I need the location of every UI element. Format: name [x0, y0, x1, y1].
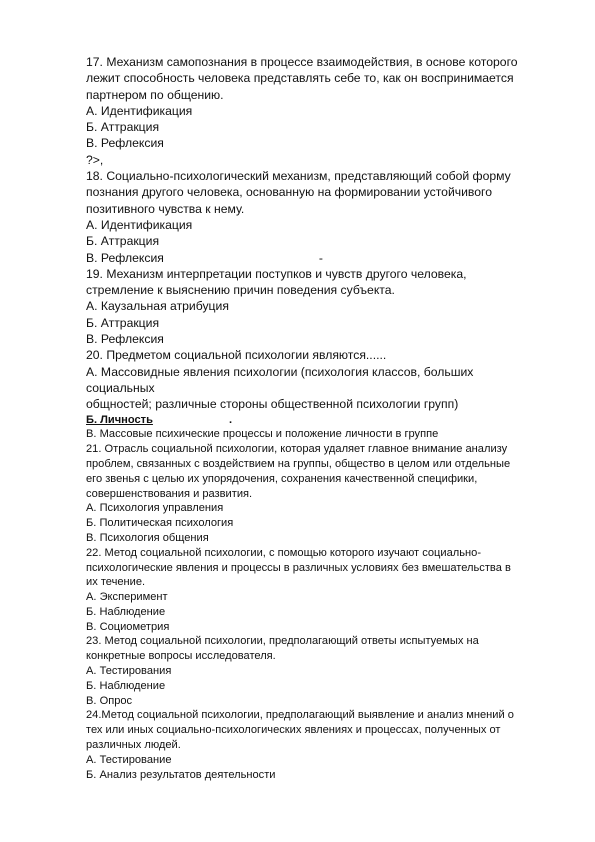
text-line: А. Психология управления — [86, 502, 224, 515]
text-line: познания другого человека, основанную на формировании устойчивого — [86, 185, 492, 200]
text-line: тех или иных социально-психологических явлениях и процессах, полученных от — [86, 724, 501, 737]
text-line: Б. Наблюдение — [86, 679, 166, 692]
text-line: Б. Аттракция — [86, 234, 160, 249]
text-line: А. Эксперимент — [86, 591, 168, 604]
q20-mark: . — [228, 413, 233, 426]
text-line: психологические явления и процессы в различных условиях без вмешательства в — [86, 561, 511, 574]
text-line: 17. Механизм самопознания в процессе взаимодействия, в основе которого — [86, 55, 518, 69]
text-line: их течение. — [86, 576, 146, 589]
text-line: различных людей. — [86, 739, 181, 752]
text-line: А. Каузальная атрибуция — [86, 299, 229, 314]
text-line: стремление к выяснению причин поведения субъекта. — [86, 283, 395, 298]
text-line: А. Идентификация — [86, 103, 193, 118]
q20-option-b: Б. Личность — [86, 413, 153, 426]
text-line: Б. Аттракция — [86, 120, 160, 135]
text-line: В. Психология общения — [86, 531, 209, 544]
questions-21-24 — [86, 427, 556, 782]
text-line: В. Опрос — [86, 694, 133, 707]
text-line: В. Рефлексия — [86, 136, 164, 151]
text-line: проблем, связанных с воздействием на группы, общество в целом или отдельные — [86, 457, 511, 470]
text-line: 24.Метод социальной психологии, предполагающий выявление и анализ мнений о — [86, 709, 514, 722]
text-line: А. Массовидные явления психологии (психология классов, больших — [86, 364, 474, 379]
q20-option-b-line — [86, 413, 556, 428]
text-line: его звенья с целью их упорядочения, сохранения качественной специфики, — [86, 472, 478, 485]
q18-option-v: В. Рефлексия — [86, 250, 164, 265]
text-line: Б. Политическая психология — [86, 517, 234, 530]
text-line: Б. Анализ результатов деятельности — [86, 768, 276, 781]
text-line: А. Идентификация — [86, 217, 193, 232]
test-questions — [86, 54, 556, 782]
text-line: ?>, — [86, 152, 104, 167]
questions-19-20 — [86, 266, 556, 413]
text-line: А. Тестирование — [86, 753, 172, 766]
text-line: позитивного чувства к нему. — [86, 201, 245, 216]
q18-option-v-line — [86, 250, 556, 266]
text-line: В. Социометрия — [86, 620, 170, 633]
text-line: конкретные вопросы исследователя. — [86, 650, 276, 663]
text-line: 23. Метод социальной психологии, предполагающий ответы испытуемых на — [86, 635, 479, 648]
text-line: 18. Социально-психологический механизм, представляющий собой форму — [86, 169, 511, 184]
text-line: А. Тестирования — [86, 665, 172, 678]
text-line: 19. Механизм интерпретации поступков и чувств другого человека, — [86, 266, 467, 281]
text-line: 20. Предметом социальной психологии являются...... — [86, 348, 387, 363]
text-line: 21. Отрасль социальной психологии, которая удаляет главное внимание анализу — [86, 443, 508, 456]
q18-mark: - — [318, 250, 323, 265]
questions-17-18 — [86, 54, 556, 250]
text-line: лежит способность человека представлять себе то, как он воспринимается — [86, 71, 514, 86]
text-line: Б. Наблюдение — [86, 605, 166, 618]
text-line: В. Массовые психические процессы и положение личности в группе — [86, 428, 439, 441]
text-line: 22. Метод социальной психологии, с помощью которого изучают социально- — [86, 546, 482, 559]
text-line: В. Рефлексия — [86, 332, 164, 347]
text-line: общностей; различные стороны общественной психологии групп) — [86, 397, 459, 412]
text-line: совершенствования и развития. — [86, 487, 253, 500]
text-line: партнером по общению. — [86, 87, 224, 102]
text-line: Б. Аттракция — [86, 315, 160, 330]
text-line: социальных — [86, 380, 155, 395]
